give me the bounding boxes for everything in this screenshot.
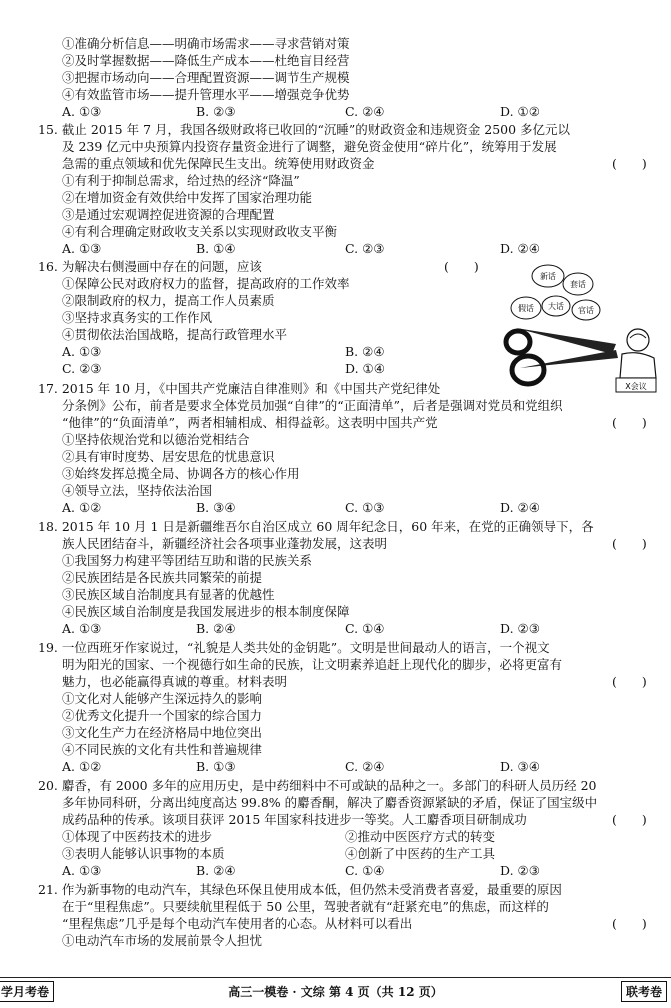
q19-stem-3: 魅力，也必能赢得真诚的尊重。材料表明: [62, 674, 288, 689]
q20-answer-paren: ( ): [612, 812, 647, 827]
q16-choice-c: C. ②③: [62, 361, 102, 376]
cartoon-label-3: 官话: [578, 306, 594, 315]
q21-stem-1: 21. 作为新事物的电动汽车，其绿色环保且使用成本低，但仍然未受消费者喜爱，最重要的原因: [38, 882, 562, 897]
q18-choice-c: C. ①④: [345, 621, 385, 636]
q19-item-3: ③文化生产力在经济格局中地位突出: [62, 725, 263, 740]
cartoon-person-head: [627, 329, 649, 351]
q15-choice-b: B. ①④: [196, 241, 236, 256]
cartoon-label-2: 套话: [570, 280, 586, 289]
q16-item-2: ②限制政府的权力，提高工作人员素质: [62, 293, 275, 308]
q16-item-1: ①保障公民对政府权力的监督，提高政府的工作效率: [62, 276, 350, 291]
q15-item-3: ③是通过宏观调控促进资源的合理配置: [62, 207, 275, 222]
q21-item-1: ①电动汽车市场的发展前景令人担忧: [62, 933, 263, 948]
q17-stem-1: 17. 2015 年 10 月，《中国共产党廉洁自律准则》和《中国共产党纪律处: [38, 381, 441, 396]
q20-item-2: ②推动中医医疗方式的转变: [345, 829, 496, 844]
q14-option-1: ①准确分析信息——明确市场需求——寻求营销对策: [62, 36, 350, 51]
q18-stem-1: 18. 2015 年 10 月 1 日是新疆维吾尔自治区成立 60 周年纪念日，60 年来，在党的正确领导下，各: [38, 519, 594, 534]
q14-choice-a: A. ①③: [62, 104, 102, 119]
q17-item-1: ①坚持依规治党和以德治党相结合: [62, 432, 250, 447]
q18-item-2: ②民族团结是各民族共同繁荣的前提: [62, 570, 263, 585]
cartoon-label-4: 假话: [518, 304, 534, 313]
q16-choice-a: A. ①③: [62, 344, 102, 359]
q18-item-3: ③民族区域自治制度具有显著的优越性: [62, 587, 275, 602]
q18-choice-b: B. ②④: [196, 621, 236, 636]
q14-option-3: ③把握市场动向——合理配置资源——调节生产规模: [62, 70, 350, 85]
q16-item-4: ④贯彻依法治国战略，提高行政管理水平: [62, 327, 288, 342]
q15-stem-1: 15. 截止 2015 年 7 月，我国各级财政将已收回的“沉睡”的财政资金和违规资金 2500 多亿元以: [38, 122, 571, 137]
q15-choice-a: A. ①③: [62, 241, 102, 256]
q18-choice-a: A. ①③: [62, 621, 102, 636]
cartoon-sign-label: X会议: [625, 382, 647, 391]
q15-choice-c: C. ②③: [345, 241, 385, 256]
q21-stem-3: “里程焦虑”几乎是每个电动汽车使用者的心态。从材料可以看出: [62, 916, 413, 931]
q17-choice-c: C. ①③: [345, 500, 385, 515]
q14-option-2: ②及时掌握数据——降低生产成本——杜绝盲目经营: [62, 53, 350, 68]
q21-stem-2: 在于“里程焦虑”。只要续航里程低于 50 公里，驾驶者就有“赶紧充电”的焦虑，而这样的: [62, 899, 549, 914]
q17-stem-3: “他律”的“负面清单”，两者相辅相成、相得益彰。这表明中国共产党: [62, 415, 438, 430]
q19-item-4: ④不同民族的文化有共性和普遍规律: [62, 742, 263, 757]
q19-stem-2: 明为阳光的国家、一个视德行如生命的民族，让文明素养追赶上现代化的脚步，必将更富有: [62, 657, 563, 672]
q15-item-4: ④有利合理确定财政收支关系以实现财政收支平衡: [62, 224, 338, 239]
q18-stem-2: 族人民团结奋斗，新疆经济社会各项事业蓬勃发展，这表明: [62, 536, 388, 551]
scissors-handle-left: [512, 356, 544, 384]
q17-item-2: ②具有审时度势、居安思危的忧患意识: [62, 449, 275, 464]
q17-choice-d: D. ②④: [500, 500, 540, 515]
q21-answer-paren: ( ): [612, 916, 647, 931]
q17-item-3: ③始终发挥总揽全局、协调各方的核心作用: [62, 466, 300, 481]
q16-item-3: ③坚持求真务实的工作作风: [62, 310, 213, 325]
footer-right-badge: 联考卷: [621, 981, 667, 1002]
q18-item-1: ①我国努力构建平等团结互助和谐的民族关系: [62, 553, 313, 568]
q20-item-4: ④创新了中医药的生产工具: [345, 846, 496, 861]
q20-item-1: ①体现了中医药技术的进步: [62, 829, 213, 844]
q19-choice-c: C. ②④: [345, 759, 385, 774]
q20-choice-d: D. ②③: [500, 863, 540, 878]
q20-choice-b: B. ②④: [196, 863, 236, 878]
q19-item-1: ①文化对人能够产生深远持久的影响: [62, 691, 263, 706]
q17-answer-paren: ( ): [612, 415, 647, 430]
q19-item-2: ②优秀文化提升一个国家的综合国力: [62, 708, 263, 723]
q17-stem-2: 分条例》公布，前者是要求全体党员加强“自律”的“正面清单”，后者是强调对党员和党组织: [62, 398, 563, 413]
q18-answer-paren: ( ): [612, 536, 647, 551]
q19-answer-paren: ( ): [612, 674, 647, 689]
q17-item-4: ④领导立法，坚持依法治国: [62, 483, 213, 498]
q19-choice-a: A. ①②: [62, 759, 102, 774]
q19-choice-b: B. ①③: [196, 759, 236, 774]
q16-choice-d: D. ①④: [345, 361, 385, 376]
footer-left-badge: 学月考卷: [0, 981, 54, 1002]
q20-stem-1: 20. 麝香，有 2000 多年的应用历史，是中药细料中不可或缺的品种之一。多部门的科研人员历经 20: [38, 778, 597, 793]
q16-choice-b: B. ②④: [345, 344, 385, 359]
q14-choice-b: B. ②③: [196, 104, 236, 119]
q16-stem: 16. 为解决右侧漫画中存在的问题，应该: [38, 259, 262, 274]
scissors-handle-right: [506, 331, 530, 353]
q15-stem-3: 急需的重点领域和优先保障民生支出。统筹使用财政资金: [62, 156, 375, 171]
q14-option-4: ④有效监管市场——提升管理水平——增强竞争优势: [62, 87, 350, 102]
q17-choice-b: B. ③④: [196, 500, 236, 515]
q14-choice-c: C. ②④: [345, 104, 385, 119]
q18-item-4: ④民族区域自治制度是我国发展进步的根本制度保障: [62, 604, 350, 619]
footer-rule: [0, 977, 671, 978]
q20-stem-3: 成药品种的传承。该项目获评 2015 年国家科技进步一等奖。人工麝香项目研制成功: [62, 812, 527, 827]
cartoon-person-body: [620, 353, 656, 378]
q20-choice-c: C. ①④: [345, 863, 385, 878]
q18-choice-d: D. ②③: [500, 621, 540, 636]
q15-item-2: ②在增加资金有效供给中发挥了国家治理功能: [62, 190, 313, 205]
q15-item-1: ①有利于抑制总需求，给过热的经济“降温”: [62, 173, 300, 188]
q19-stem-1: 19. 一位西班牙作家说过，“礼貌是人类共处的金钥匙”。文明是世间最动人的语言，一个视文: [38, 640, 550, 655]
q16-answer-paren: ( ): [444, 259, 479, 274]
cartoon-label-1: 新话: [540, 272, 556, 281]
cartoon-scissors-illustration: [498, 258, 660, 396]
q20-choice-a: A. ①③: [62, 863, 102, 878]
q20-stem-2: 多年协同科研，分离出纯度高达 99.8% 的麝香酮，解决了麝香资源紧缺的矛盾，保证了国宝级中: [62, 795, 598, 810]
cartoon-label-5: 大话: [548, 302, 564, 311]
q15-choice-d: D. ②④: [500, 241, 540, 256]
q15-answer-paren: ( ): [612, 156, 647, 171]
q20-item-3: ③表明人能够认识事物的本质: [62, 846, 225, 861]
q14-choice-d: D. ①②: [500, 104, 540, 119]
footer-page-info: 高三一模卷 · 文综 第 4 页（共 12 页）: [228, 985, 443, 999]
q17-choice-a: A. ①②: [62, 500, 102, 515]
q19-choice-d: D. ③④: [500, 759, 540, 774]
q15-stem-2: 及 239 亿元中央预算内投资存量资金进行了调整，避免资金使用“碎片化”，统筹用于发展: [62, 139, 557, 154]
